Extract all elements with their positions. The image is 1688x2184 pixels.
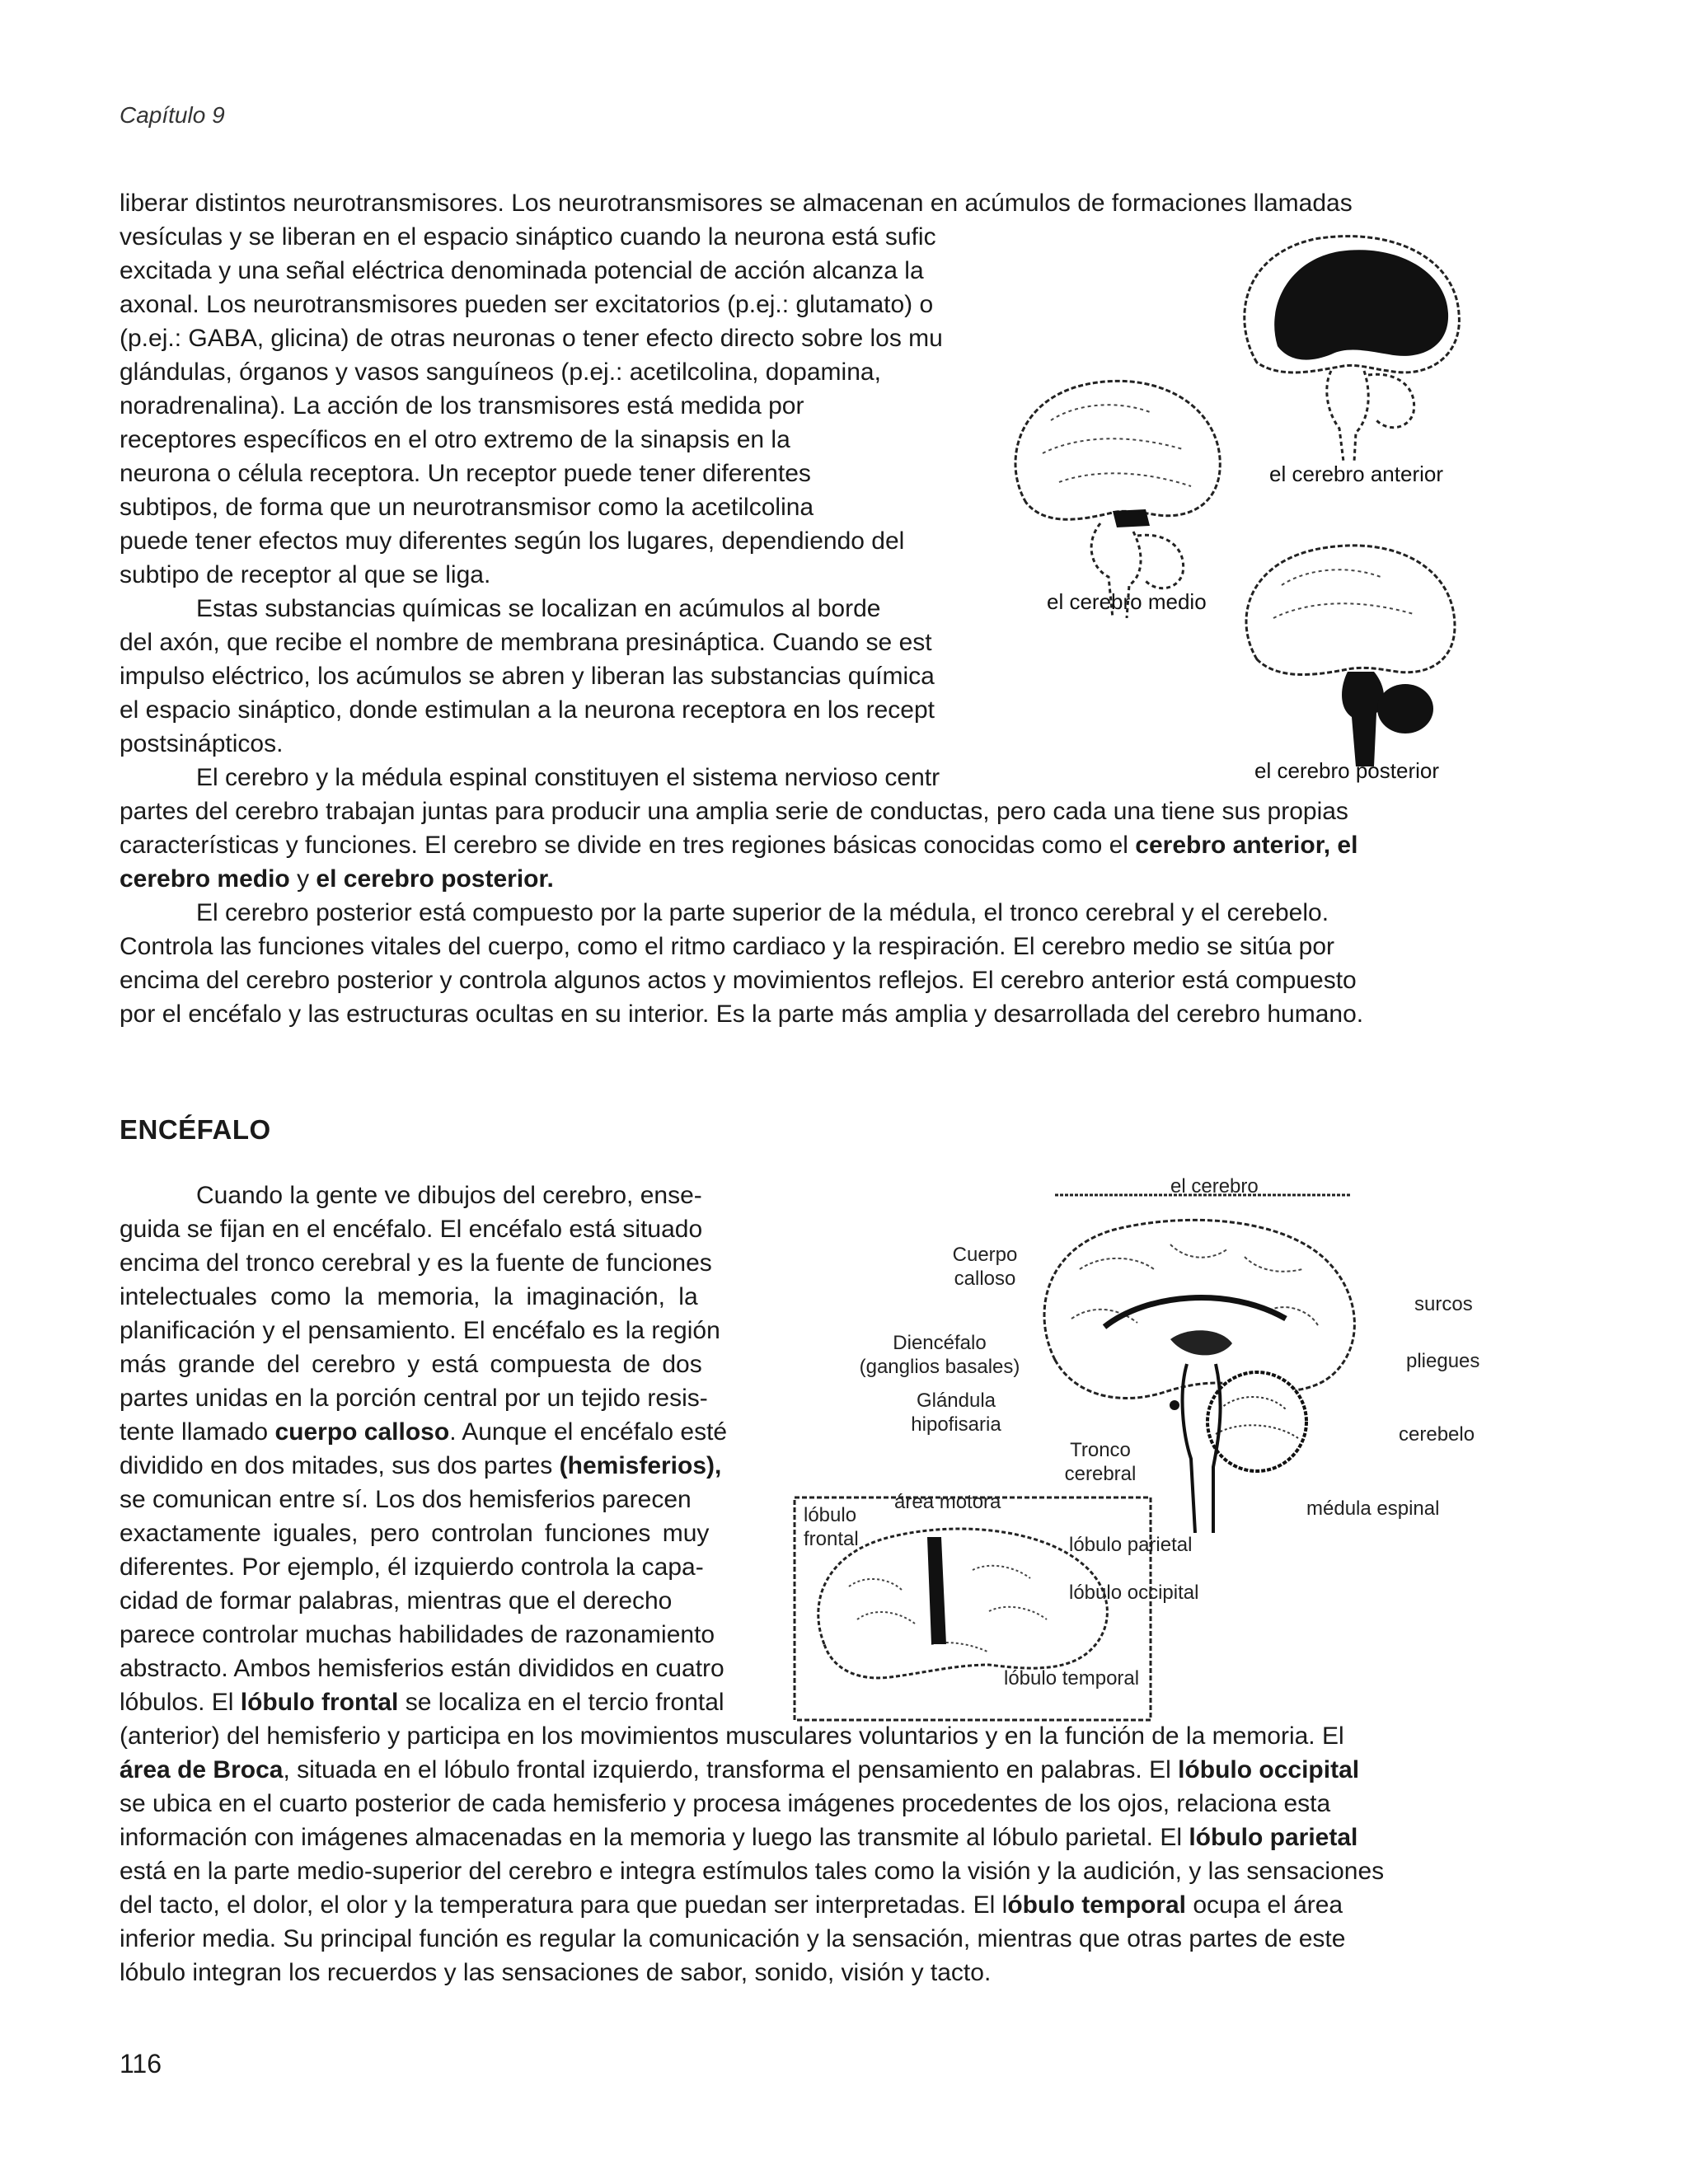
bold-term: cerebro anterior, el: [1135, 832, 1358, 859]
text-line: impulso eléctrico, los acúmulos se abren y liberan las substancias química: [120, 663, 935, 690]
text-line: neurona o célula receptora. Un receptor puede tener diferentes: [120, 460, 811, 487]
text-line: partes unidas en la porción central por un tejido resis-: [120, 1385, 708, 1412]
page-number: 116: [120, 2049, 162, 2079]
figure-brain-anatomy: [775, 1154, 1500, 1722]
label-hipofisaria: hipofisaria: [911, 1413, 1001, 1436]
text-line: [120, 1888, 1343, 1922]
text-line: receptores específicos en el otro extremo de la sinapsis en la: [120, 426, 790, 453]
text-run: ocupa el área: [1185, 1891, 1343, 1919]
text-line: El cerebro posterior está compuesto por la parte superior de la médula, el tronco cerebral y el cerebelo.: [196, 899, 1329, 926]
text-line: planificación y el pensamiento. El encéfalo es la región: [120, 1317, 720, 1344]
figure-brain-regions: [1001, 223, 1496, 791]
bold-term: óbulo temporal: [1007, 1891, 1186, 1919]
text-line: se comunican entre sí. Los dos hemisferios parecen: [120, 1486, 692, 1513]
label-glandula: Glándula: [916, 1390, 996, 1412]
midbrain-illustration: [1001, 371, 1232, 618]
text-line: El cerebro y la médula espinal constituyen el sistema nervioso centr: [196, 764, 940, 791]
text-line: parece controlar muchas habilidades de razonamiento: [120, 1621, 715, 1648]
text-line: está en la parte medio-superior del cerebro e integra estímulos tales como la visión y la audición, y las sensaciones: [120, 1858, 1385, 1885]
text-line: lóbulo integran los recuerdos y las sensaciones de sabor, sonido, visión y tacto.: [120, 1959, 992, 1986]
text-line: [120, 1415, 727, 1449]
label-lobulo: lóbulo: [804, 1504, 857, 1526]
bold-term: área de Broca: [120, 1756, 284, 1783]
label-lobulo-parietal: lóbulo parietal: [1069, 1534, 1193, 1556]
label-frontal: frontal: [804, 1528, 859, 1550]
text-line: [120, 1449, 721, 1483]
text-line: (anterior) del hemisferio y participa en los movimientos musculares voluntarios y en la función de la memoria. El: [120, 1722, 1344, 1750]
text-line: [120, 1821, 1357, 1854]
bold-term: lóbulo parietal: [1189, 1824, 1358, 1851]
label-cerebro-posterior: el cerebro posterior: [1254, 758, 1439, 783]
text-line: puede tener efectos muy diferentes según los lugares, dependiendo del: [120, 527, 905, 555]
text-line: Cuando la gente ve dibujos del cerebro, ense-: [196, 1182, 702, 1209]
text-line: vesículas y se liberan en el espacio sináptico cuando la neurona está sufic: [120, 223, 936, 251]
text-line: encima del tronco cerebral y es la fuente de funciones: [120, 1249, 712, 1277]
running-head: Capítulo 9: [120, 102, 225, 128]
bold-term: lóbulo frontal: [240, 1689, 399, 1716]
label-el-cerebro: el cerebro: [1170, 1175, 1259, 1197]
label-diencefalo: Diencéfalo: [893, 1332, 987, 1354]
label-cerebro-medio: el cerebro medio: [1047, 589, 1207, 614]
label-cerebro-anterior: el cerebro anterior: [1269, 462, 1443, 486]
text-line: inferior media. Su principal función es regular la comunicación y la sensación, mientras que otras partes de este: [120, 1925, 1346, 1952]
text-line: exactamente iguales, pero controlan funciones muy: [120, 1520, 710, 1547]
bold-term: (hemisferios),: [559, 1452, 722, 1479]
text-line: [120, 1753, 1359, 1787]
label-lobulo-temporal: lóbulo temporal: [1004, 1667, 1140, 1690]
text-line: cidad de formar palabras, mientras que el derecho: [120, 1587, 673, 1615]
text-line: subtipos, de forma que un neurotransmisor como la acetilcolina: [120, 494, 814, 521]
text-line: liberar distintos neurotransmisores. Los neurotransmisores se almacenan en acúmulos de formaciones llamadas: [120, 190, 1353, 217]
label-tronco: Tronco: [1070, 1439, 1131, 1461]
text-line: Estas substancias químicas se localizan en acúmulos al borde: [196, 595, 881, 622]
label-area-motora: área motora: [894, 1491, 1001, 1513]
hindbrain-illustration: [1232, 536, 1471, 775]
text-line: Controla las funciones vitales del cuerpo, como el ritmo cardiaco y la respiración. El cerebro medio se sitúa por: [120, 933, 1335, 960]
label-pliegues: pliegues: [1406, 1350, 1480, 1372]
section-heading: ENCÉFALO: [120, 1114, 271, 1145]
text-line: (p.ej.: GABA, glicina) de otras neuronas o tener efecto directo sobre los mu: [120, 325, 943, 352]
text-line: noradrenalina). La acción de los transmisores está medida por: [120, 392, 804, 419]
label-ganglios: (ganglios basales): [859, 1356, 1020, 1378]
text-line: guida se fijan en el encéfalo. El encéfalo está situado: [120, 1216, 703, 1243]
text-run: lóbulos. El: [120, 1689, 241, 1716]
bold-term: cuerpo calloso: [274, 1418, 450, 1446]
label-cuerpo: Cuerpo: [952, 1244, 1018, 1266]
text-line: glándulas, órganos y vasos sanguíneos (p.ej.: acetilcolina, dopamina,: [120, 359, 881, 386]
text-run: dividido en dos mitades, sus dos partes: [120, 1452, 560, 1479]
text-run: del tacto, el dolor, el olor y la temperatura para que puedan ser interpretadas. El l: [120, 1891, 1008, 1919]
bold-term: el cerebro posterior.: [316, 865, 554, 893]
bold-term: cerebro medio: [120, 865, 290, 893]
text-line: excitada y una señal eléctrica denominada potencial de acción alcanza la: [120, 257, 924, 284]
text-line: encima del cerebro posterior y controla algunos actos y movimientos reflejos. El cerebro anterior está compuesto: [120, 967, 1357, 994]
text-line: por el encéfalo y las estructuras ocultas en su interior. Es la parte más amplia y desarrollada del cerebro humano.: [120, 1001, 1364, 1028]
text-line: abstracto. Ambos hemisferios están divididos en cuatro: [120, 1655, 724, 1682]
label-lobulo-occipital: lóbulo occipital: [1069, 1582, 1199, 1604]
text-line: [120, 862, 554, 896]
label-surcos: surcos: [1414, 1293, 1473, 1315]
text-run: características y funciones. El cerebro se divide en tres regiones básicas conocidas como el: [120, 832, 1128, 859]
text-line: el espacio sináptico, donde estimulan a la neurona receptora en los recept: [120, 696, 935, 724]
label-medula-espinal: médula espinal: [1306, 1497, 1440, 1520]
text-line: intelectuales como la memoria, la imaginación, la: [120, 1283, 698, 1310]
forebrain-illustration: [1224, 223, 1471, 462]
text-run: tente llamado: [120, 1418, 275, 1446]
text-run: se localiza en el tercio frontal: [398, 1689, 724, 1716]
text-line: [120, 1685, 724, 1719]
label-cerebral: cerebral: [1064, 1463, 1137, 1485]
text-line: se ubica en el cuarto posterior de cada hemisferio y procesa imágenes procedentes de los ojos, relaciona esta: [120, 1790, 1331, 1817]
text-line: postsinápticos.: [120, 730, 284, 757]
text-run: , situada en el lóbulo frontal izquierdo, transforma el pensamiento en palabras. El: [283, 1756, 1179, 1783]
label-cerebelo: cerebelo: [1399, 1423, 1475, 1446]
text-run: información con imágenes almacenadas en la memoria y luego las transmite al lóbulo parietal. El: [120, 1824, 1189, 1851]
text-line: partes del cerebro trabajan juntas para producir una amplia serie de conductas, pero cada una tiene sus propias: [120, 798, 1348, 825]
text-line: axonal. Los neurotransmisores pueden ser excitatorios (p.ej.: glutamato) o: [120, 291, 934, 318]
text-run: y: [289, 865, 316, 893]
text-line: [120, 828, 1357, 862]
label-calloso: calloso: [954, 1268, 1016, 1290]
text-line: más grande del cerebro y está compuesta de dos: [120, 1351, 702, 1378]
bold-term: lóbulo occipital: [1178, 1756, 1360, 1783]
text-line: del axón, que recibe el nombre de membrana presináptica. Cuando se est: [120, 629, 932, 656]
text-run: . Aunque el encéfalo esté: [449, 1418, 728, 1446]
text-line: subtipo de receptor al que se liga.: [120, 561, 491, 588]
text-line: diferentes. Por ejemplo, él izquierdo controla la capa-: [120, 1554, 704, 1581]
